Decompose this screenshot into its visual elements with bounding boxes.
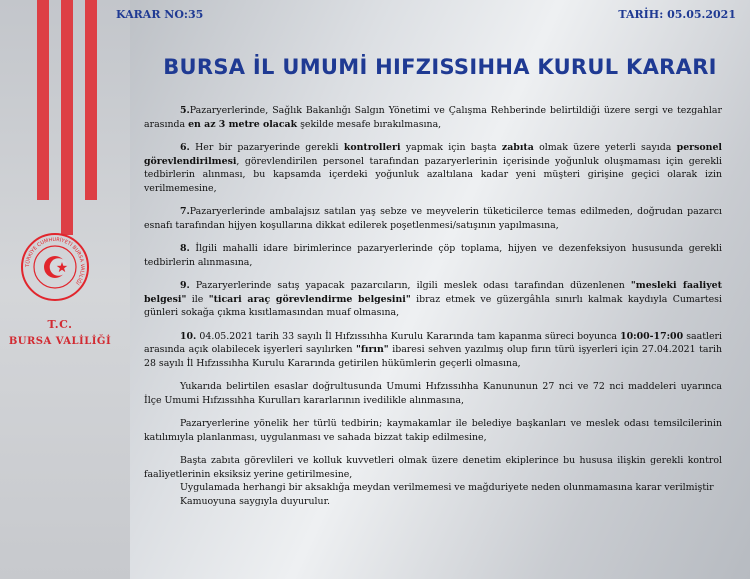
paragraph-7 bbox=[144, 205, 722, 232]
text-span: Pazaryerlerinde, Sağlık Bakanlığı Salgın Yönetimi ve Çalışma Rehberinde belirtildiği üzere sergi ve tezgahlar arasında bbox=[144, 105, 722, 130]
emphasis-text: "mesleki faaliyet belgesi" bbox=[144, 280, 722, 305]
stripe-left bbox=[37, 0, 49, 200]
text-span: şekilde mesafe bırakılmasına, bbox=[297, 118, 442, 130]
text-span: saatleri arasında açık olabilecek işyerleri sayılırken bbox=[144, 330, 722, 355]
stripe-right bbox=[85, 0, 97, 200]
text-span: olmak üzere yeterli sayıda bbox=[533, 142, 677, 153]
text-span: , görevlendirilen personel tarafından pazaryerlerinin içerisinde yoğunluk oluşmaması için gerekli tedbirlerin alınması, bu kapsamda içerdeki yoğunluk azaltılana kadar yeni müşteri girişine geçici olarak izin verilmemesine, bbox=[144, 155, 722, 194]
text-span: ile bbox=[186, 293, 209, 305]
paragraph-5 bbox=[144, 104, 722, 131]
paragraph-12: Pazaryerlerine yönelik her türlü tedbirin; kaymakamlar ile belediye başkanları ve meslek odası temsilcilerinin katılımıyla planlanması, uygulanması ve sahada bizzat takip edilmesine, bbox=[144, 418, 722, 443]
item-number: 7. bbox=[180, 206, 190, 217]
text-span: İlgili mahalli idare birimlerince pazaryerlerinde çöp toplama, hijyen ve dezenfeksiyon hususunda gerekli tedbirlerin alınmasına, bbox=[144, 243, 722, 268]
emphasis-text: "ticari araç görevlendirme belgesini" bbox=[208, 293, 411, 305]
decorative-stripes bbox=[22, 0, 112, 200]
emphasis-text: zabıta bbox=[501, 142, 534, 153]
page-title: BURSA İL UMUMİ HIFZISSIHHA KURUL KARARI bbox=[163, 55, 717, 79]
text-span: yapmak için başta bbox=[400, 142, 502, 153]
seal-text: TÜRKİYE CUMHURİYETİ BURSA VALİLİĞİ bbox=[24, 236, 86, 286]
tc-label: T.C. bbox=[47, 318, 73, 331]
emphasis-text: en az 3 metre olacak bbox=[188, 118, 298, 130]
emphasis-text: "fırın" bbox=[356, 344, 389, 355]
document-body bbox=[144, 104, 722, 508]
item-number: 5. bbox=[180, 105, 190, 116]
closing-line: Kamuoyuna saygıyla duyurulur. bbox=[180, 495, 331, 507]
emphasis-text: 10:00-17:00 bbox=[620, 330, 684, 342]
paragraph-9 bbox=[144, 279, 722, 320]
decision-date: TARİH: 05.05.2021 bbox=[618, 8, 736, 21]
text-span: 04.05.2021 tarih 33 sayılı İl Hıfzıssıhha Kurulu Kararında tam kapanma süreci boyunca bbox=[196, 330, 621, 342]
valilik-seal-icon bbox=[20, 232, 90, 302]
paragraph-8 bbox=[144, 242, 722, 269]
item-number: 9. bbox=[180, 280, 190, 291]
text-span: ibraz etmek ve güzergâhla sınırlı kalmak kaydıyla Cumartesi günleri sokağa çıkma kısıtlamasından muaf olmasına, bbox=[144, 293, 722, 318]
karar-number: KARAR NO:35 bbox=[116, 8, 204, 21]
item-number: 10. bbox=[180, 330, 197, 342]
paragraph-6 bbox=[144, 141, 722, 195]
paragraph-13: Başta zabıta görevlileri ve kolluk kuvvetleri olmak üzere denetim ekiplerince bu hususa ilişkin gerekli kontrol faaliyetlerinin eksiksiz yerine getirilmesine, bbox=[144, 455, 722, 480]
emphasis-text: personel görevlendirilmesi bbox=[144, 142, 722, 167]
text-span: Pazaryerlerinde satış yapacak pazarcıların, ilgili meslek odası tarafından düzenlenen bbox=[189, 280, 631, 291]
emphasis-text: kontrolleri bbox=[343, 142, 401, 153]
item-number: 8. bbox=[180, 243, 190, 254]
text-span: Her bir pazaryerinde gerekli bbox=[189, 142, 344, 153]
paragraph-10 bbox=[144, 330, 722, 371]
sidebar bbox=[0, 0, 130, 579]
item-number: 6. bbox=[180, 142, 190, 153]
text-span: Pazaryerlerinde ambalajsız satılan yaş sebze ve meyvelerin tüketicilerce temas edilmeden, doğrudan pazarcı esnafı tarafından hijyen koşullarına dikkat edilerek poşetlenmesi/satışının yapılmasına, bbox=[144, 206, 722, 231]
bursa-valiligi-label: BURSA VALİLİĞİ bbox=[8, 336, 112, 347]
stripe-middle bbox=[61, 0, 73, 235]
paragraph-14: Uygulamada herhangi bir aksaklığa meydan verilmemesi ve mağduriyete neden olunmamasına karar verilmiştir bbox=[180, 482, 714, 493]
text-span: ibaresi sehven yazılmış olup fırın türü işyerleri için 27.04.2021 tarih 28 sayılı İl Hıfzıssıhha Kurulu Kararında getirilen hükümlerin geçerli olmasına, bbox=[144, 344, 722, 369]
paragraph-11: Yukarıda belirtilen esaslar doğrultusunda Umumi Hıfzıssıhha Kanununun 27 nci ve 72 nci maddeleri uyarınca İlçe Umumi Hıfzıssıhha Kurulları kararlarının ivedilikle alınmasına, bbox=[144, 381, 722, 406]
